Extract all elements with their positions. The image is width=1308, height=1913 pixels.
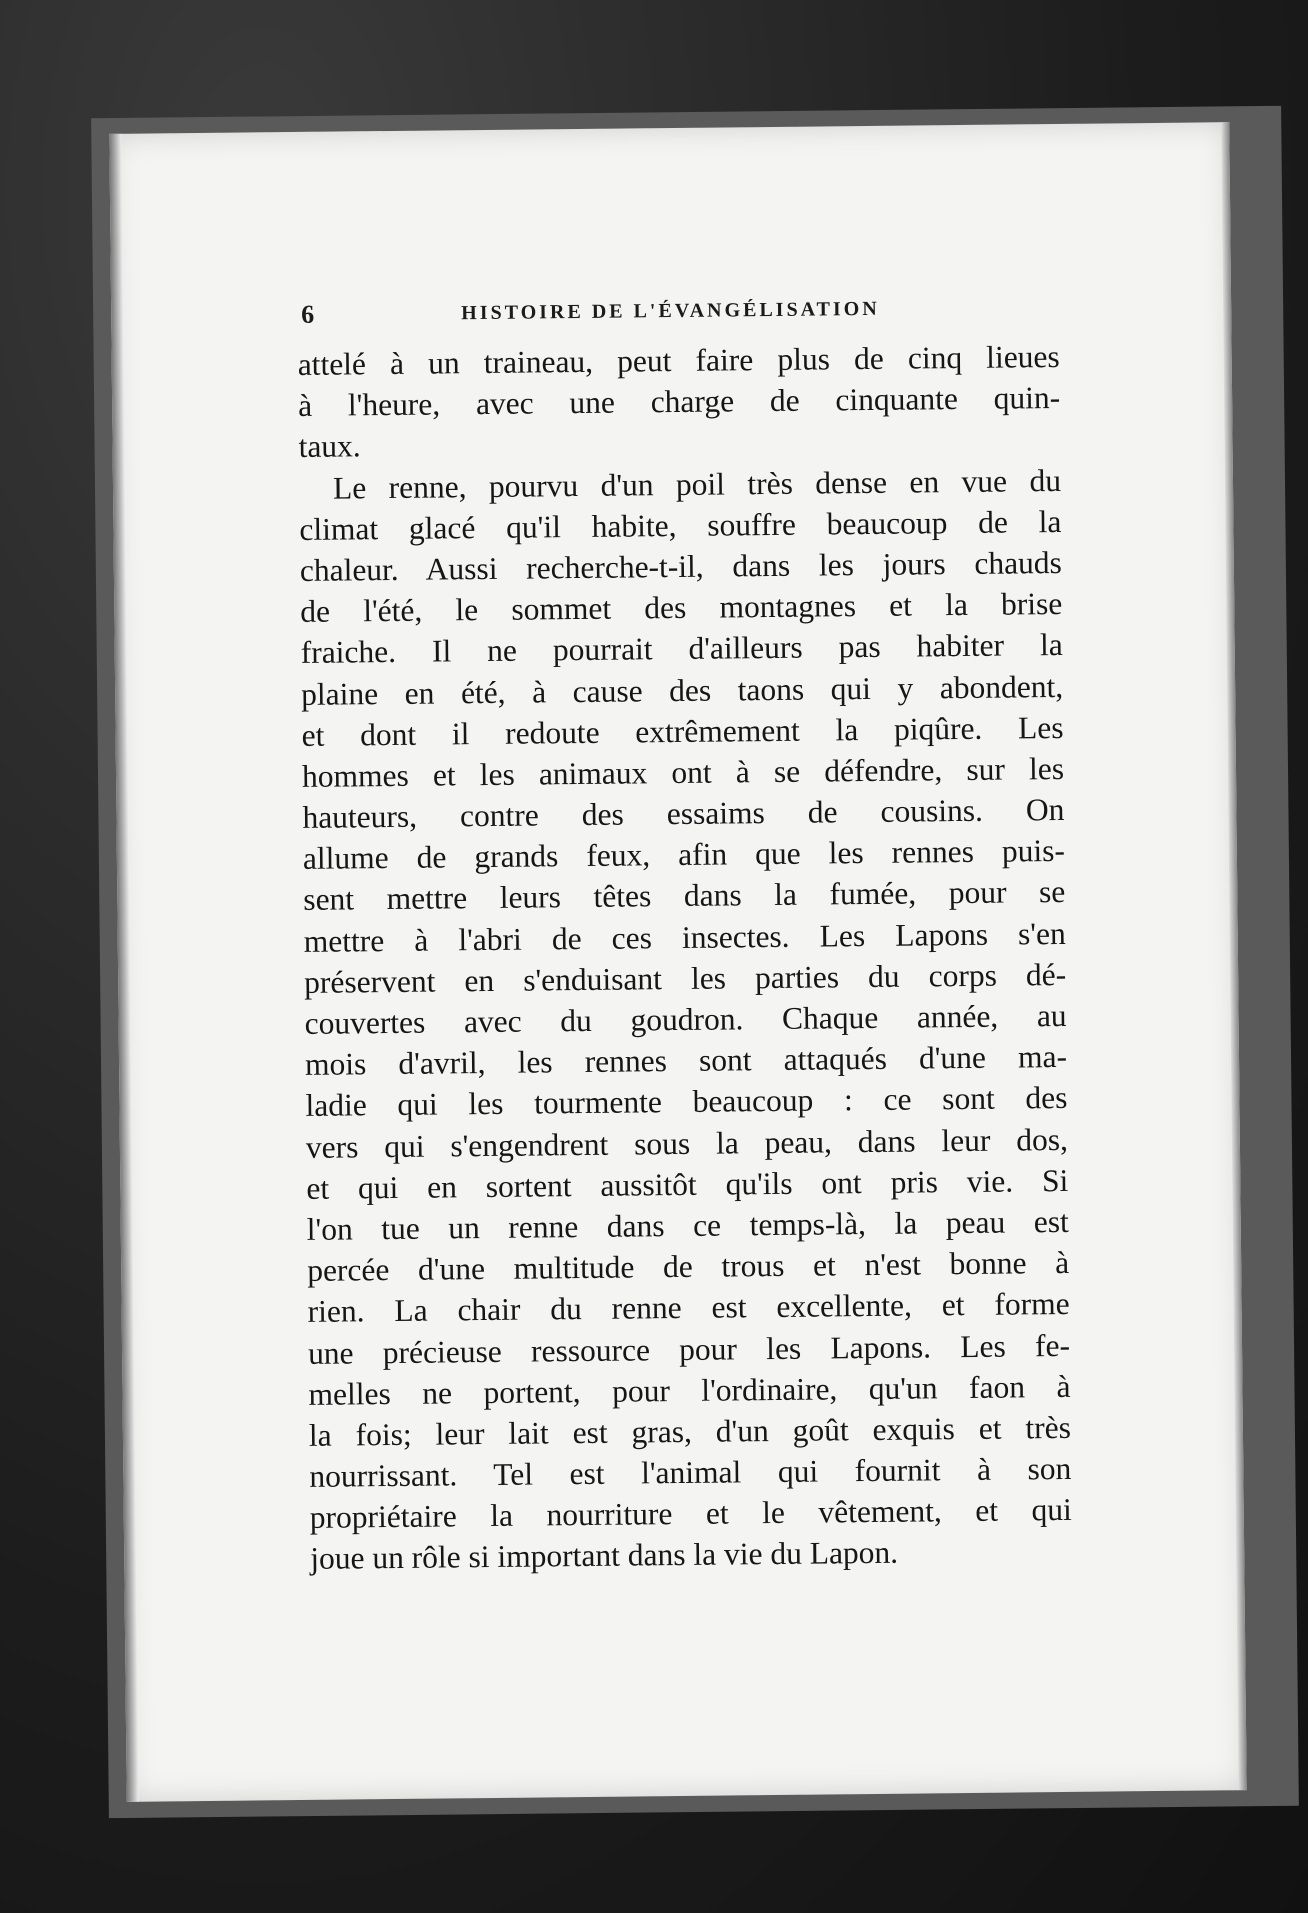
text-line: propriétaire la nourriture et le vêtement, et qui — [309, 1492, 1072, 1536]
text-line: fraiche. Il ne pourrait d'ailleurs pas habiter la — [300, 627, 1063, 671]
text-line: la fois; leur lait est gras, d'un goût exquis et très — [308, 1409, 1072, 1453]
text-line: joue un rôle si important dans la vie du Lapon. — [310, 1535, 899, 1577]
text-line: l'on tue un renne dans ce temps-là, la peau est — [306, 1203, 1069, 1247]
running-title: HISTOIRE DE L'ÉVANGÉLISATION — [461, 297, 880, 325]
page-number: 6 — [301, 299, 315, 329]
text-line: à l'heure, avec une charge de cinquante quin- — [297, 380, 1061, 424]
text-line: de l'été, le sommet des montagnes et la brise — [300, 586, 1063, 630]
text-line: chaleur. Aussi recherche-t-il, dans les jours chauds — [299, 544, 1063, 588]
text-line: mettre à l'abri de ces insectes. Les Lapons s'en — [303, 915, 1066, 959]
text-line: et qui en sortent aussitôt qu'ils ont pris vie. Si — [306, 1162, 1069, 1206]
text-line: hauteurs, contre des essaims de cousins. On — [302, 792, 1065, 835]
book-page — [109, 122, 1246, 1802]
text-line: attelé à un traineau, peut faire plus de cinq lieues — [297, 338, 1060, 382]
text-line: une précieuse ressource pour les Lapons. Les fe- — [307, 1327, 1071, 1371]
text-line: percée d'une multitude de trous et n'est bonne à — [307, 1245, 1070, 1289]
text-line: sent mettre leurs têtes dans la fumée, pour se — [303, 874, 1066, 918]
text-line: vers qui s'engendrent sous la peau, dans leur dos, — [305, 1121, 1069, 1165]
text-line: hommes et les animaux ont à se défendre, sur les — [301, 750, 1065, 794]
text-line: ladie qui les tourmente beaucoup : ce sont des — [305, 1080, 1068, 1124]
text-line: nourrissant. Tel est l'animal qui fournit à son — [309, 1450, 1072, 1494]
text-line: melles ne portent, pour l'ordinaire, qu'un faon à — [308, 1368, 1071, 1412]
body-text — [298, 336, 1073, 1580]
text-line: couvertes avec du goudron. Chaque année, au — [304, 997, 1067, 1041]
text-line: plaine en été, à cause des taons qui y abondent, — [300, 668, 1064, 712]
text-line: mois d'avril, les rennes sont attaqués d'une ma- — [304, 1039, 1068, 1083]
text-line: taux. — [298, 428, 361, 465]
text-line: et dont il redoute extrêmement la piqûre. Les — [301, 709, 1064, 753]
page-header — [301, 292, 1041, 340]
text-line: préservent en s'enduisant les parties du corps dé- — [304, 956, 1067, 1000]
text-line: allume de grands feux, afin que les rennes puis- — [302, 833, 1066, 877]
text-line: climat glacé qu'il habite, souffre beaucoup de la — [299, 503, 1062, 547]
text-line: Le renne, pourvu d'un poil très dense en vue du — [332, 462, 1062, 506]
text-line: rien. La chair du renne est excellente, et forme — [307, 1286, 1070, 1330]
